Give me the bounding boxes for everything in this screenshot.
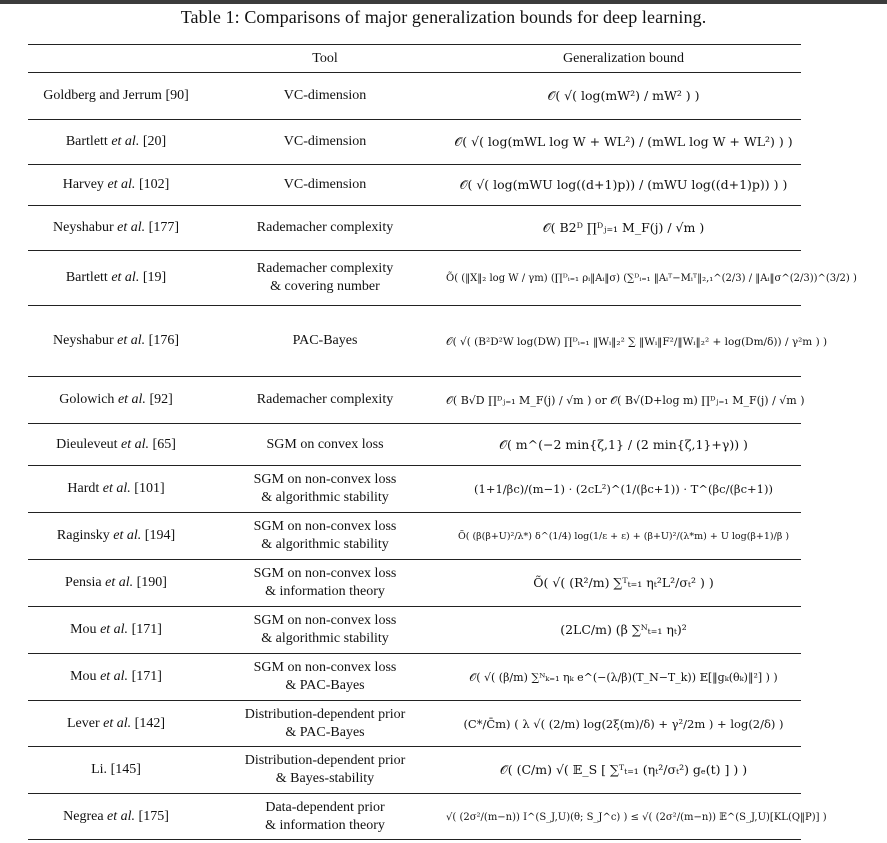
tool-cell [204, 251, 446, 306]
table-row [28, 654, 801, 701]
author-name: Bartlett [65, 270, 108, 285]
citation: [65] [152, 436, 176, 452]
et-al: et al. [111, 270, 140, 285]
tool-cell [204, 560, 446, 607]
author-name: Dieuleveut [56, 436, 118, 452]
table-row [28, 165, 801, 206]
bound-formula: 𝒪( √( (β/m) ∑ᴺₖ₌₁ ηₖ e^(−(λ/β)(T_N−T_k)) 𝔼[‖gₖ(θₖ)‖²] ) ) [469, 670, 778, 684]
author-name: Li. [91, 762, 108, 777]
bound-cell [446, 747, 801, 794]
header-row [28, 45, 801, 73]
citation: [176] [148, 333, 179, 348]
citation: [171] [131, 669, 162, 684]
tool-line: VC-dimension [283, 177, 367, 192]
tool-line: SGM on non-convex loss [253, 566, 397, 581]
bound-formula: 𝒪( √( log(mW²) / mW² ) ) [547, 88, 700, 103]
tool-line: & algorithmic stability [261, 537, 389, 552]
et-al: et al. [105, 575, 134, 590]
bound-cell [446, 701, 801, 747]
citation: [142] [134, 715, 165, 731]
et-al: et al. [102, 481, 131, 496]
bound-formula: Õ( √( (R²/m) ∑ᵀₜ₌₁ ηₜ²L²/σₜ² ) ) [533, 575, 714, 590]
tool-cell [204, 654, 446, 701]
citation: [92] [149, 392, 173, 407]
et-al: et al. [113, 528, 142, 543]
tool-line: SGM on non-convex loss [253, 613, 397, 628]
tool-cell [204, 120, 446, 165]
author-name: Neyshabur [53, 220, 114, 235]
et-al: et al. [107, 808, 136, 824]
author-name: Harvey [62, 177, 104, 192]
table-row [28, 794, 801, 840]
ref-cell [28, 165, 204, 206]
bound-cell [446, 73, 801, 120]
tool-line: PAC-Bayes [292, 333, 358, 348]
tool-line: Distribution-dependent prior [244, 753, 406, 768]
citation: [177] [148, 220, 179, 235]
ref-cell [28, 206, 204, 251]
bound-cell [446, 513, 801, 560]
table-row [28, 251, 801, 306]
citation: [194] [144, 528, 176, 543]
ref-cell [28, 120, 204, 165]
bound-cell [446, 794, 827, 840]
bound-cell [446, 377, 805, 424]
author-name: Neyshabur [53, 333, 114, 348]
table-row [28, 607, 801, 654]
ref-cell [28, 513, 204, 560]
bounds-table [28, 44, 857, 840]
bound-formula: Õ( (β(β+U)²/λ*) δ^(1/4) log(1/ε + ε) + (β+U)²/(λ*m) + U log(β+1)/β ) [457, 531, 790, 542]
author-name: Lever [67, 715, 100, 731]
tool-cell [204, 747, 446, 794]
table-caption: Table 1: Comparisons of major generalization bounds for deep learning. [180, 7, 707, 27]
ref-cell [28, 251, 204, 306]
bound-cell [446, 306, 828, 377]
bound-cell [446, 560, 801, 607]
table-row [28, 120, 801, 165]
bound-cell [446, 424, 801, 466]
tool-line: Rademacher complexity [256, 220, 394, 235]
ref-cell [28, 747, 204, 794]
ref-cell [28, 607, 204, 654]
table-row [28, 466, 801, 513]
et-al: et al. [103, 715, 132, 731]
citation: [175] [138, 808, 169, 824]
et-al: et al. [100, 669, 129, 684]
ref-cell [28, 466, 204, 513]
bound-formula: (C*/C̄m) ( λ √( (2/m) log(2ξ(m)/δ) + γ²/2m ) + log(2/δ) ) [463, 716, 784, 731]
bound-formula: (2LC/m) (β ∑ᴺₜ₌₁ ηₜ)² [560, 622, 687, 637]
table-row [28, 747, 801, 794]
header-bound: Generalization bound [446, 45, 801, 73]
et-al: et al. [100, 622, 129, 637]
ref-cell [28, 560, 204, 607]
tool-line: SGM on non-convex loss [253, 519, 397, 534]
tool-line: Rademacher complexity [256, 261, 394, 276]
tool-line: & Bayes-stability [275, 771, 375, 786]
citation: [20] [142, 134, 167, 149]
bound-formula: Õ( (‖X‖₂ log W / γm) (∏ᴰᵢ₌₁ ρᵢ‖Aᵢ‖σ) (∑ᴰᵢ₌₁ ‖Aᵢᵀ−Mᵢᵀ‖₂,₁^(2/3) / ‖Aᵢ‖σ^(2/3))^(3/2) ) [446, 273, 857, 284]
table-row [28, 513, 801, 560]
bound-cell [446, 654, 801, 701]
bound-cell [446, 607, 801, 654]
tool-line: Distribution-dependent prior [244, 706, 406, 722]
table-row [28, 701, 801, 747]
bound-formula: 𝒪( B√D ∏ᴰⱼ₌₁ M_F(j) / √m ) or 𝒪( B√(D+log m) ∏ᴰⱼ₌₁ M_F(j) / √m ) [446, 393, 805, 407]
tool-cell [204, 165, 446, 206]
bound-formula: √( (2σ²/(m−n)) I^(S_J,U)(θ; S_J^c) ) ≤ √( (2σ²/(m−n)) 𝔼^(S_J,U)[KL(Q‖P)] ) [446, 811, 827, 823]
author-name: Mou [70, 669, 97, 684]
tool-cell [204, 306, 446, 377]
header-tool: Tool [204, 45, 446, 73]
tool-line: VC-dimension [283, 88, 367, 103]
bound-formula: 𝒪( m^(−2 min{ζ,1} / (2 min{ζ,1}+γ)) ) [499, 436, 748, 452]
author-name: Goldberg and Jerrum [43, 88, 162, 103]
header-ref [28, 45, 204, 73]
et-al: et al. [111, 134, 140, 149]
tool-line: VC-dimension [283, 134, 367, 149]
tool-cell [204, 206, 446, 251]
table-row [28, 424, 801, 466]
author-name: Bartlett [65, 134, 108, 149]
tool-line: & information theory [265, 817, 385, 833]
tool-line: & information theory [265, 584, 385, 599]
ref-cell [28, 306, 204, 377]
author-name: Golowich [59, 392, 115, 407]
table-row [28, 306, 801, 377]
table-row [28, 73, 801, 120]
citation: [19] [142, 270, 167, 285]
tool-line: & PAC-Bayes [285, 724, 365, 740]
tool-cell [204, 424, 446, 466]
tool-cell [204, 701, 446, 747]
bound-formula: 𝒪( √( (B²D²W log(DW) ∏ᴰᵢ₌₁ ‖Wᵢ‖₂² ∑ ‖Wᵢ‖F²/‖Wᵢ‖₂² + log(Dm/δ)) / γ²m ) ) [446, 335, 828, 348]
citation: [145] [110, 762, 141, 777]
citation: [190] [136, 575, 167, 590]
et-al: et al. [117, 220, 146, 235]
bound-formula: 𝒪( √( log(mWL log W + WL²) / (mWL log W + WL²) ) ) [454, 134, 793, 149]
tool-line: & algorithmic stability [261, 631, 389, 646]
tool-line: & algorithmic stability [261, 490, 389, 505]
et-al: et al. [117, 392, 146, 407]
window-top-bar [0, 0, 887, 4]
table-row [28, 560, 801, 607]
author-name: Hardt [67, 481, 100, 496]
tool-line: Data-dependent prior [265, 799, 385, 815]
author-name: Pensia [65, 575, 102, 590]
tool-line: & PAC-Bayes [285, 678, 365, 693]
author-name: Mou [70, 622, 97, 637]
tool-cell [204, 513, 446, 560]
tool-cell [204, 73, 446, 120]
table-row [28, 206, 801, 251]
et-al: et al. [121, 436, 150, 452]
et-al: et al. [107, 177, 136, 192]
tool-cell [204, 794, 446, 840]
citation: [171] [131, 622, 162, 637]
bound-formula: 𝒪( B2ᴰ ∏ᴰⱼ₌₁ M_F(j) / √m ) [542, 220, 705, 235]
tool-line: SGM on non-convex loss [253, 660, 397, 675]
tool-line: SGM on non-convex loss [253, 472, 397, 487]
bound-formula: 𝒪( √( log(mWU log((d+1)p)) / (mWU log((d+1)p)) ) ) [459, 177, 788, 192]
tool-cell [204, 607, 446, 654]
ref-cell [28, 424, 204, 466]
ref-cell [28, 701, 204, 747]
ref-cell [28, 73, 204, 120]
bound-cell [446, 466, 801, 513]
tool-line: SGM on convex loss [266, 436, 384, 452]
bound-formula: (1+1/βc)/(m−1) · (2cL²)^(1/(βc+1)) · T^(βc/(βc+1)) [474, 482, 773, 496]
bound-cell [446, 206, 801, 251]
citation: [90] [165, 88, 189, 103]
ref-cell [28, 794, 204, 840]
tool-cell [204, 466, 446, 513]
author-name: Raginsky [56, 528, 110, 543]
et-al: et al. [117, 333, 146, 348]
bound-cell [446, 251, 857, 306]
bound-cell [446, 120, 801, 165]
citation: [101] [134, 481, 165, 496]
bound-cell [446, 165, 801, 206]
tool-line: & covering number [270, 279, 380, 294]
tool-line: Rademacher complexity [256, 392, 394, 407]
table-row [28, 377, 801, 424]
citation: [102] [138, 177, 170, 192]
tool-cell [204, 377, 446, 424]
bound-formula: 𝒪( (C/m) √( 𝔼_S [ ∑ᵀₜ₌₁ (ηₜ²/σₜ²) gₑ(t) ] ) ) [499, 762, 748, 777]
author-name: Negrea [63, 808, 104, 824]
ref-cell [28, 654, 204, 701]
ref-cell [28, 377, 204, 424]
